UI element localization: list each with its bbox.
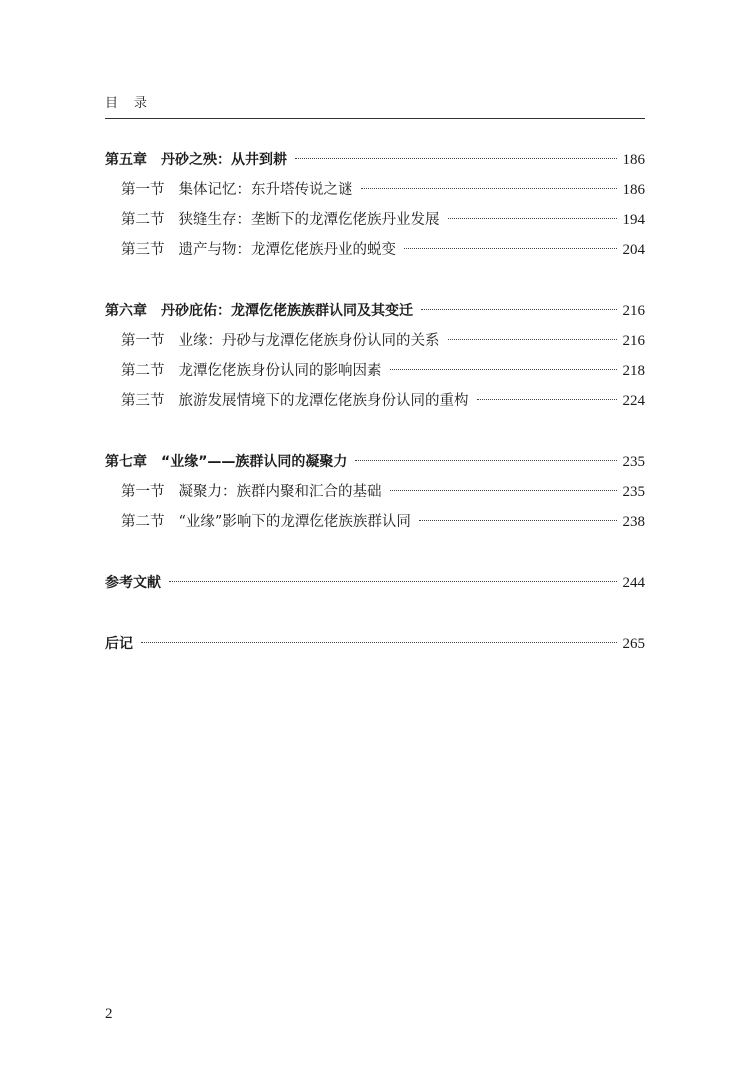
- group-spacer: [105, 416, 645, 447]
- section-title: 集体记忆：东升塔传说之谜: [178, 182, 353, 198]
- page-number: 238: [622, 514, 645, 530]
- header-title: 目录: [105, 96, 164, 111]
- dot-leader: [390, 490, 617, 491]
- references-title: 参考文献: [105, 575, 161, 591]
- page-number: 194: [622, 212, 645, 228]
- page-number: 244: [622, 575, 645, 591]
- chapter-number: 第五章: [105, 152, 147, 168]
- page-number: 235: [622, 454, 645, 470]
- section-number: 第一节: [121, 333, 165, 349]
- section-title: “业缘”影响下的龙潭仡佬族族群认同: [178, 514, 411, 530]
- toc-chapter-entry[interactable]: [105, 296, 645, 326]
- page-number: 216: [622, 333, 645, 349]
- afterword-title: 后记: [105, 636, 133, 652]
- page-number: 235: [622, 484, 645, 500]
- section-number: 第二节: [121, 363, 165, 379]
- section-number: 第一节: [121, 484, 165, 500]
- section-title: 凝聚力：族群内聚和汇合的基础: [178, 484, 382, 500]
- chapter-title: 丹砂庇佑：龙潭仡佬族族群认同及其变迁: [161, 303, 413, 319]
- toc-section-entry[interactable]: [105, 507, 645, 537]
- page-number: 186: [622, 182, 645, 198]
- page-number: 186: [622, 152, 645, 168]
- dot-leader: [355, 460, 616, 461]
- dot-leader: [448, 339, 617, 340]
- page-folio: 2: [105, 1006, 113, 1022]
- chapter-number: 第七章: [105, 454, 147, 470]
- toc-section-entry[interactable]: [105, 356, 645, 386]
- dot-leader: [141, 642, 617, 643]
- toc-section-entry[interactable]: [105, 235, 645, 265]
- toc-section-entry[interactable]: [105, 386, 645, 416]
- group-spacer: [105, 598, 645, 629]
- section-title: 业缘：丹砂与龙潭仡佬族身份认同的关系: [178, 333, 440, 349]
- section-number: 第三节: [121, 393, 165, 409]
- page-number: 216: [622, 303, 645, 319]
- toc-section-entry[interactable]: [105, 477, 645, 507]
- section-title: 旅游发展情境下的龙潭仡佬族身份认同的重构: [178, 393, 469, 409]
- dot-leader: [419, 520, 617, 521]
- section-title: 狭缝生存：垄断下的龙潭仡佬族丹业发展: [178, 212, 440, 228]
- section-title: 龙潭仡佬族身份认同的影响因素: [178, 363, 382, 379]
- chapter-title: “业缘”——族群认同的凝聚力: [161, 454, 348, 470]
- dot-leader: [390, 369, 617, 370]
- table-of-contents: [105, 145, 645, 659]
- section-number: 第二节: [121, 514, 165, 530]
- page-number: 218: [622, 363, 645, 379]
- section-number: 第二节: [121, 212, 165, 228]
- toc-chapter-entry[interactable]: [105, 447, 645, 477]
- section-title: 遗产与物：龙潭仡佬族丹业的蜕变: [178, 242, 396, 258]
- dot-leader: [295, 158, 617, 159]
- dot-leader: [169, 581, 617, 582]
- toc-section-entry[interactable]: [105, 205, 645, 235]
- toc-chapter-entry[interactable]: [105, 145, 645, 175]
- group-spacer: [105, 265, 645, 296]
- group-spacer: [105, 537, 645, 568]
- page-number: 204: [622, 242, 645, 258]
- section-number: 第一节: [121, 182, 165, 198]
- chapter-number: 第六章: [105, 303, 147, 319]
- running-header: [105, 92, 645, 119]
- dot-leader: [421, 309, 617, 310]
- page-number: 224: [622, 393, 645, 409]
- toc-section-entry[interactable]: [105, 175, 645, 205]
- toc-section-entry[interactable]: [105, 326, 645, 356]
- dot-leader: [361, 188, 617, 189]
- section-number: 第三节: [121, 242, 165, 258]
- toc-afterword-entry[interactable]: [105, 629, 645, 659]
- page-number: 265: [622, 636, 645, 652]
- dot-leader: [477, 399, 617, 400]
- toc-references-entry[interactable]: [105, 568, 645, 598]
- dot-leader: [404, 248, 617, 249]
- dot-leader: [448, 218, 617, 219]
- chapter-title: 丹砂之殃：从井到耕: [161, 152, 287, 168]
